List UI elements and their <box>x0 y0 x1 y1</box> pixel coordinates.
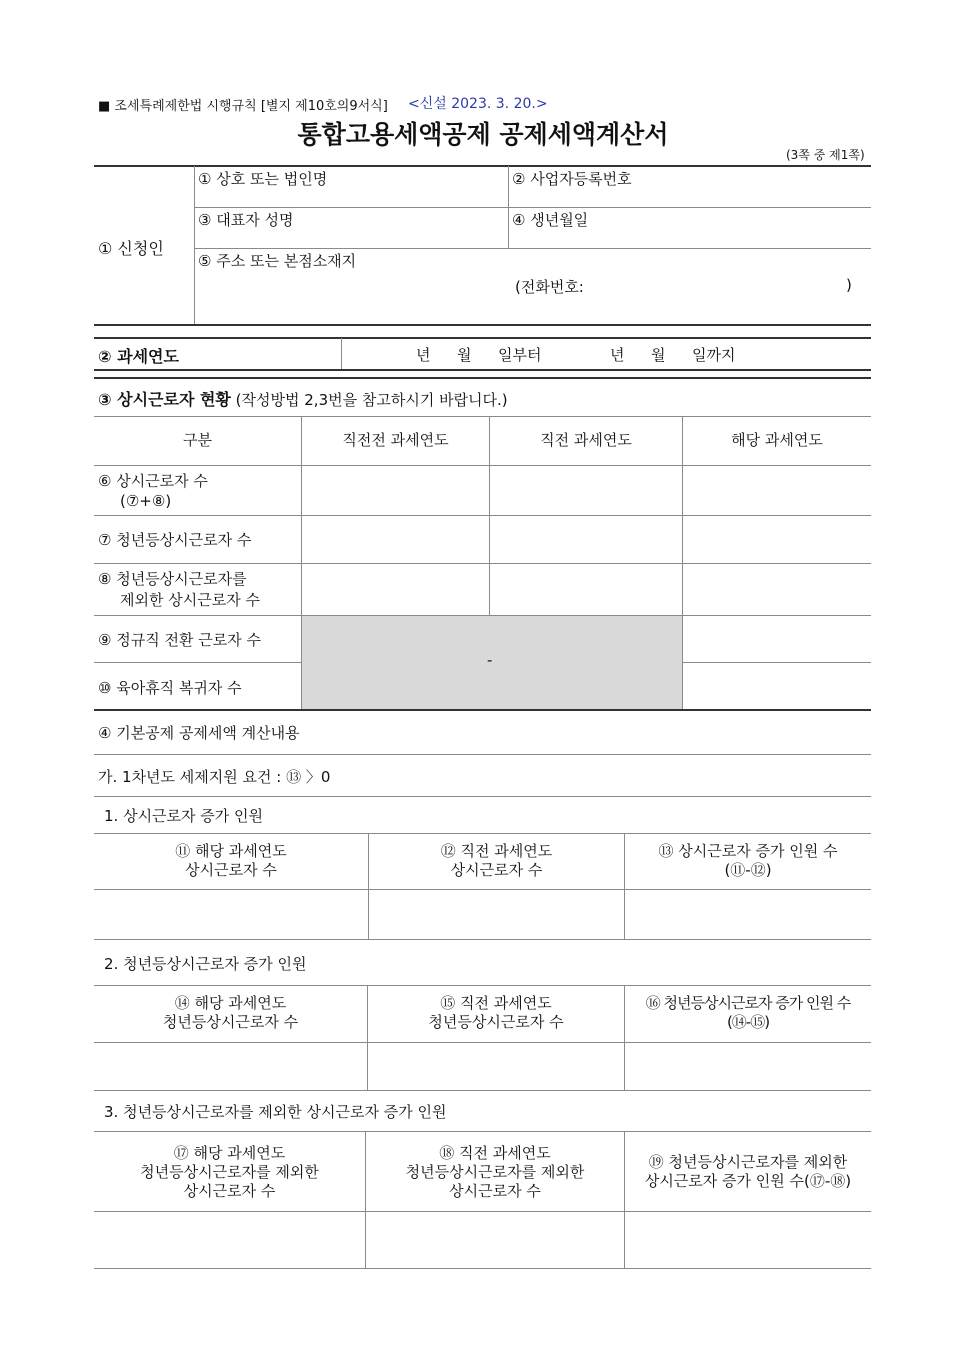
cell-line: ⑯ 청년등상시근로자 증가 인원 수 <box>645 994 851 1012</box>
tax-year-label: ② 과세연도 <box>98 347 179 366</box>
address-field[interactable]: ⑤ 주소 또는 본점소재지 <box>198 252 357 270</box>
regular-workers-note: (작성방법 2,3번을 참고하시기 바랍니다.) <box>235 391 508 409</box>
cell-line: ⑬ 상시근로자 증가 인원 수 <box>658 842 838 860</box>
cell-line: ⑲ 청년등상시근로자를 제외한 <box>648 1153 848 1171</box>
basic-deduction-heading: ④ 기본공제 공제세액 계산내용 <box>98 724 300 742</box>
sec3-col-increase <box>625 1153 871 1191</box>
col-header-current-year: 해당 과세연도 <box>731 431 823 449</box>
first-year-requirement: 가. 1차년도 세제지원 요건 : ⑬ 〉0 <box>98 768 331 786</box>
row-label-regular-workers <box>98 471 208 511</box>
col-header-prior-year: 직전 과세연도 <box>540 431 632 449</box>
tax-year-from-day[interactable]: 일부터 <box>498 346 542 364</box>
cell-line: 청년등상시근로자 수 <box>428 1013 564 1031</box>
sec3-col-prior-year <box>366 1144 624 1201</box>
sec2-col-increase <box>625 994 871 1032</box>
cell-line: 청년등상시근로자 수 <box>162 1013 299 1031</box>
cell-line: ⑮ 직전 과세연도 <box>440 994 552 1012</box>
cell-line: ⑱ 직전 과세연도 <box>439 1144 551 1162</box>
section2-title: 2. 청년등상시근로자 증가 인원 <box>104 955 307 973</box>
cell-line: 상시근로자 수 <box>185 861 277 879</box>
cell-line: 청년등상시근로자를 제외한 <box>405 1163 585 1181</box>
sec3-col-current-year <box>94 1144 365 1201</box>
representative-name-field[interactable]: ③ 대표자 성명 <box>198 211 294 229</box>
row-label-youth-workers: ⑦ 청년등상시근로자 수 <box>98 531 252 549</box>
cell-line: ⑪ 해당 과세연도 <box>175 842 287 860</box>
cell-line: ⑰ 해당 과세연도 <box>173 1144 286 1162</box>
tax-year-to-day[interactable]: 일까지 <box>692 346 736 364</box>
row-label-parental-leave-returners: ⑩ 육아휴직 복귀자 수 <box>98 679 242 697</box>
cell-line: (⑪-⑫) <box>724 861 772 879</box>
sec1-col-increase <box>625 842 871 880</box>
row-label-line: ⑥ 상시근로자 수 <box>98 472 208 490</box>
row-label-excl-youth-workers <box>98 569 260 611</box>
sec1-col-prior-year <box>369 842 624 880</box>
birth-date-field[interactable]: ④ 생년월일 <box>512 211 589 229</box>
col-header-two-years-prior: 직전전 과세연도 <box>342 431 449 449</box>
tax-year-to-year[interactable]: 년 <box>610 346 625 364</box>
row-label-line: 제외한 상시근로자 수 <box>120 591 260 609</box>
applicant-section-label: ① 신청인 <box>98 239 164 258</box>
page-count-note: (3쪽 중 제1쪽) <box>786 148 865 162</box>
cell-line: 상시근로자 수 <box>183 1182 276 1200</box>
amendment-note: <신설 2023. 3. 20.> <box>408 96 548 112</box>
sec2-col-prior-year <box>368 994 624 1032</box>
tax-year-to-month[interactable]: 월 <box>651 346 666 364</box>
col-header-category: 구분 <box>183 431 212 449</box>
regular-workers-title: ③ 상시근로자 현황 <box>98 390 231 409</box>
sec2-col-current-year <box>94 994 367 1032</box>
not-applicable-mark: - <box>487 651 493 669</box>
row-label-line: (⑦+⑧) <box>120 492 172 510</box>
business-reg-no-field[interactable]: ② 사업자등록번호 <box>512 170 632 188</box>
tax-year-from-month[interactable]: 월 <box>457 346 472 364</box>
cell-line: 상시근로자 수 <box>449 1182 541 1200</box>
row-label-line: ⑧ 청년등상시근로자를 <box>98 570 247 588</box>
cell-line: (⑭-⑮) <box>726 1013 770 1031</box>
regular-workers-heading <box>98 387 508 410</box>
row-label-converted-workers: ⑨ 정규직 전환 근로자 수 <box>98 631 261 649</box>
section3-title: 3. 청년등상시근로자를 제외한 상시근로자 증가 인원 <box>104 1103 447 1121</box>
cell-line: ⑭ 해당 과세연도 <box>174 994 287 1012</box>
tax-year-from-year[interactable]: 년 <box>416 346 431 364</box>
cell-line: 청년등상시근로자를 제외한 <box>140 1163 319 1181</box>
cell-line: ⑫ 직전 과세연도 <box>440 842 553 860</box>
section1-title: 1. 상시근로자 증가 인원 <box>104 807 264 825</box>
cell-line: 상시근로자 증가 인원 수(⑰-⑱) <box>644 1172 852 1190</box>
phone-label: (전화번호: <box>515 278 584 296</box>
cell-line: 상시근로자 수 <box>450 861 543 879</box>
legal-reference: ■ 조세특례제한법 시행규칙 [별지 제10호의9서식] <box>98 99 388 114</box>
company-name-field[interactable]: ① 상호 또는 법인명 <box>198 170 328 188</box>
page-title: 통합고용세액공제 공제세액계산서 <box>297 120 669 149</box>
sec1-col-current-year <box>94 842 368 880</box>
phone-close: ) <box>846 276 852 294</box>
